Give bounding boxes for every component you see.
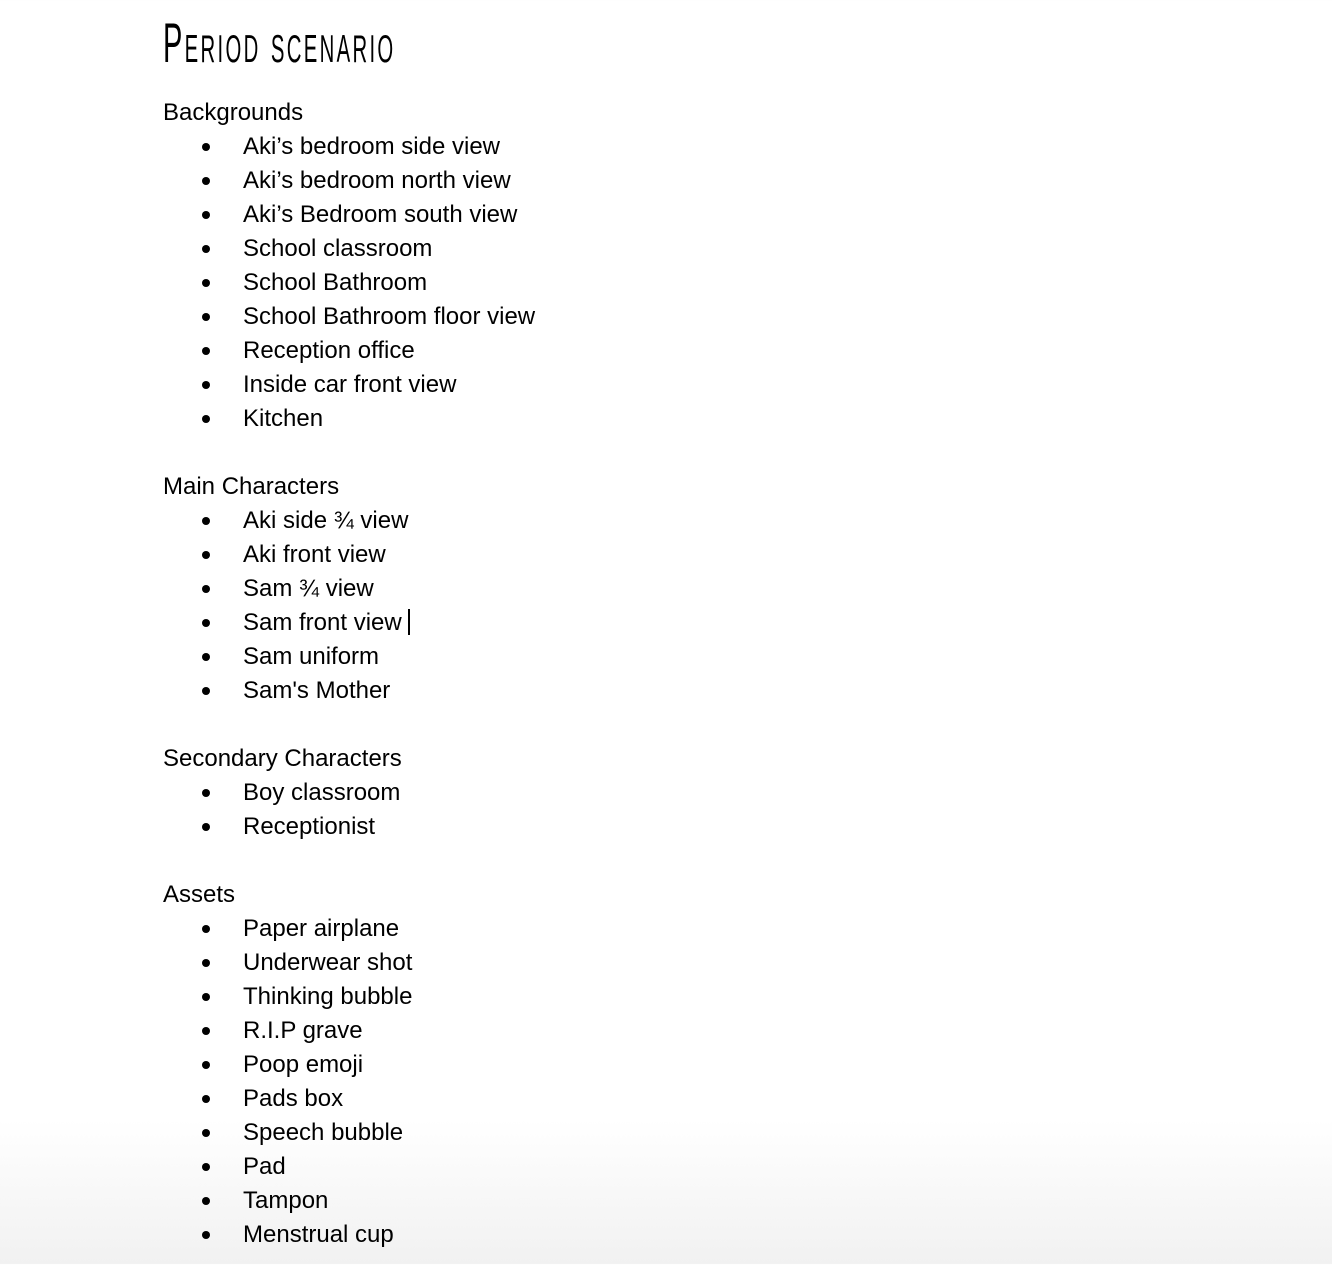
list-item-label: Poop emoji [243,1051,364,1078]
list-item-label: Aki’s bedroom north view [243,167,511,194]
list-item[interactable] [243,1014,1163,1048]
list-item[interactable] [243,946,1163,980]
section-heading-secondary-characters[interactable]: Secondary Characters [163,745,402,772]
list-item[interactable] [243,1184,1163,1218]
list-item[interactable] [243,1048,1163,1082]
list-item-label: Inside car front view [243,371,457,398]
section-backgrounds [163,96,1163,436]
list-item[interactable] [243,198,1163,232]
list-item-label: Pads box [243,1085,344,1112]
list-item-label: Aki’s bedroom side view [243,133,501,160]
list-item[interactable] [243,1082,1163,1116]
bullet-list-secondary-characters [163,776,1163,844]
list-item-label: R.I.P grave [243,1017,363,1044]
section-heading-assets[interactable]: Assets [163,881,236,908]
list-item[interactable] [243,606,1163,640]
list-item[interactable] [243,1218,1163,1252]
text-cursor [408,609,410,635]
list-item-label: Menstrual cup [243,1221,394,1248]
list-item-label: Aki’s Bedroom south view [243,201,518,228]
list-item[interactable] [243,402,1163,436]
list-item[interactable] [243,674,1163,708]
list-item[interactable] [243,1150,1163,1184]
list-item[interactable] [243,980,1163,1014]
list-item-label: Sam uniform [243,643,380,670]
list-item[interactable] [243,504,1163,538]
list-item-label: Pad [243,1153,286,1180]
list-item[interactable] [243,164,1163,198]
list-item-label: Kitchen [243,405,324,432]
list-item-label: School Bathroom [243,269,428,296]
list-item-label: Sam's Mother [243,677,391,704]
list-item[interactable] [243,810,1163,844]
document-page[interactable] [163,11,1163,1286]
list-item-label: Boy classroom [243,779,401,806]
list-item-label: Receptionist [243,813,376,840]
list-item[interactable] [243,232,1163,266]
list-item-label: Sam front view [243,609,402,636]
list-item-label: School Bathroom floor view [243,303,536,330]
list-item-label: Aki front view [243,541,386,568]
section-assets [163,878,1163,1252]
list-item-label: Speech bubble [243,1119,404,1146]
list-item[interactable] [243,640,1163,674]
list-item-label: Aki side ¾ view [243,507,409,534]
section-heading-backgrounds[interactable]: Backgrounds [163,99,304,126]
section-main-characters [163,470,1163,708]
list-item[interactable] [243,776,1163,810]
section-heading-main-characters[interactable]: Main Characters [163,473,340,500]
list-item[interactable] [243,334,1163,368]
bullet-list-main-characters [163,504,1163,708]
list-item-label: Tampon [243,1187,329,1214]
list-item[interactable] [243,572,1163,606]
section-secondary-characters [163,742,1163,844]
list-item[interactable] [243,538,1163,572]
list-item-label: School classroom [243,235,433,262]
bullet-list-assets [163,912,1163,1252]
list-item-label: Thinking bubble [243,983,413,1010]
list-item[interactable] [243,130,1163,164]
list-item[interactable] [243,912,1163,946]
list-item[interactable] [243,300,1163,334]
list-item-label: Sam ¾ view [243,575,374,602]
list-item[interactable] [243,368,1163,402]
list-item[interactable] [243,1116,1163,1150]
list-item-label: Underwear shot [243,949,413,976]
list-item[interactable] [243,266,1163,300]
list-item-label: Reception office [243,337,415,364]
document-title[interactable]: Period scenario [163,11,396,75]
bullet-list-backgrounds [163,130,1163,436]
list-item-label: Paper airplane [243,915,400,942]
